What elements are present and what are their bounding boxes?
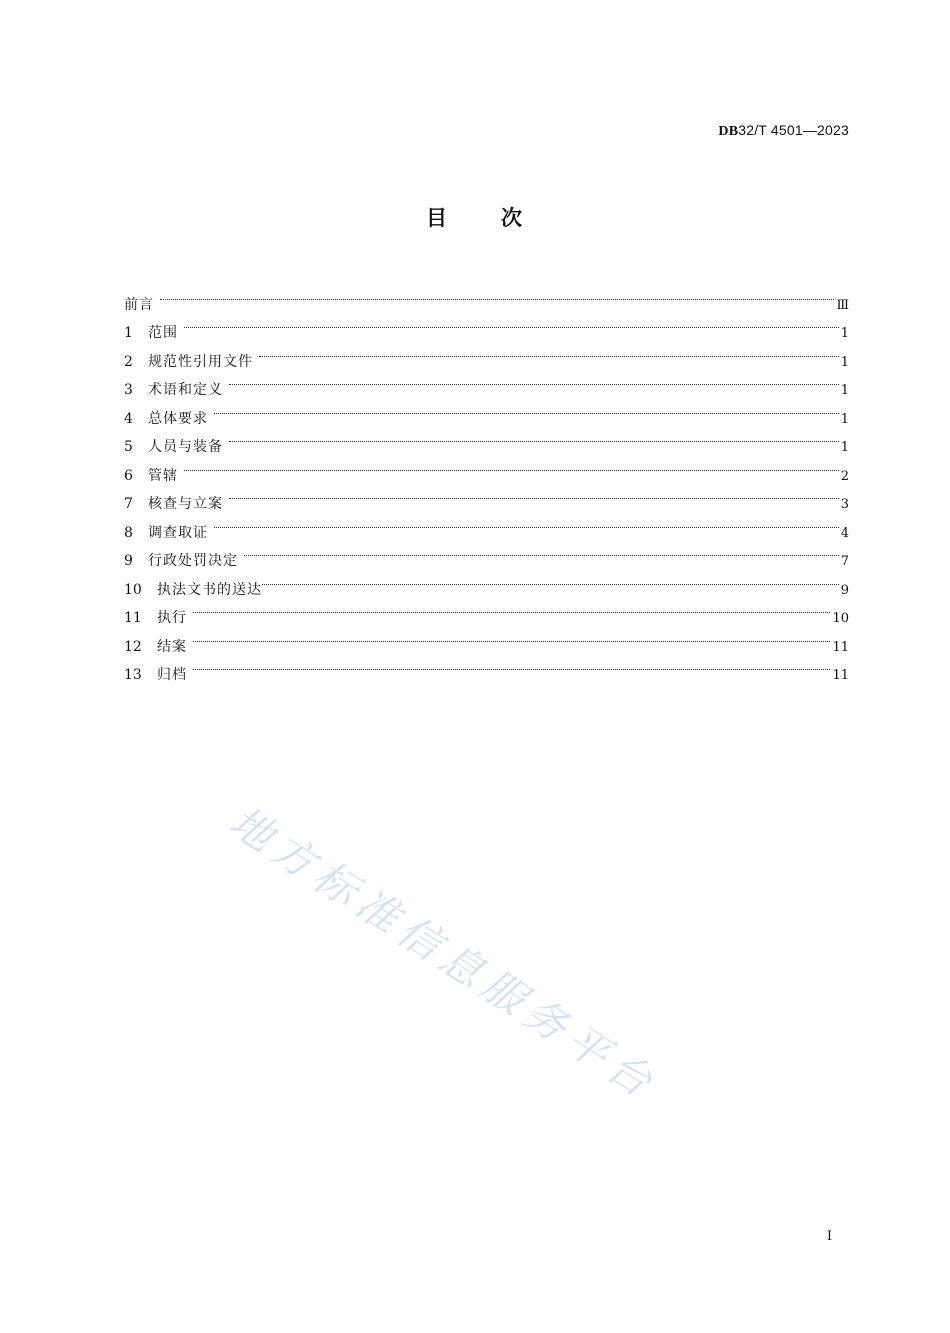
toc-entry-page: 11 bbox=[832, 639, 849, 655]
toc-entry-9[interactable] bbox=[124, 537, 849, 569]
page-number: I bbox=[826, 1229, 832, 1244]
toc-entry-4[interactable] bbox=[124, 394, 849, 427]
toc-entry-6[interactable] bbox=[124, 451, 849, 484]
toc-leader-dots bbox=[262, 565, 839, 594]
toc-entry-5[interactable] bbox=[124, 423, 849, 455]
toc-entry-label: 执法文书的送达 bbox=[157, 581, 262, 598]
toc-entry-preface[interactable] bbox=[124, 280, 849, 313]
toc-entry-number: 3 bbox=[124, 382, 133, 398]
toc-entry-8[interactable] bbox=[124, 508, 849, 541]
toc-entry-number: 10 bbox=[124, 581, 142, 598]
toc-leader-dots bbox=[193, 594, 830, 623]
watermark: 地方标准信息服务平台 bbox=[220, 796, 667, 1111]
toc-entry-7[interactable] bbox=[124, 480, 849, 512]
title-char-2: 次 bbox=[501, 206, 524, 230]
toc-entry-number: 11 bbox=[124, 610, 142, 626]
toc-entry-label: 执行 bbox=[157, 610, 187, 626]
toc-entry-label: 归档 bbox=[157, 667, 187, 683]
toc-entry-label: 范围 bbox=[148, 325, 178, 341]
toc-entry-11[interactable] bbox=[124, 594, 849, 626]
toc-entry-page: 9 bbox=[840, 582, 849, 598]
toc-entry-page: 1 bbox=[840, 383, 849, 398]
toc-entry-3[interactable] bbox=[124, 366, 849, 398]
toc-entry-label: 规范性引用文件 bbox=[148, 353, 253, 370]
toc-leader-dots bbox=[193, 651, 830, 680]
toc-entry-label: 行政处罚决定 bbox=[148, 553, 238, 569]
title-char-1: 目 bbox=[426, 206, 449, 230]
toc-leader-dots bbox=[214, 508, 839, 537]
toc-entry-page: 1 bbox=[840, 354, 849, 370]
toc-entry-13[interactable] bbox=[124, 651, 849, 683]
toc-entry-1[interactable] bbox=[124, 309, 849, 341]
toc-entry-label: 核查与立案 bbox=[148, 496, 223, 512]
toc-leader-dots bbox=[193, 622, 830, 651]
toc-entry-page: 1 bbox=[840, 411, 849, 427]
toc-entry-label: 管辖 bbox=[148, 467, 178, 484]
toc-entry-page: 4 bbox=[840, 525, 849, 541]
toc-entry-number: 1 bbox=[124, 325, 133, 341]
toc-leader-dots bbox=[184, 309, 839, 338]
toc-entry-number: 12 bbox=[124, 638, 142, 655]
toc-entry-page: 10 bbox=[832, 611, 849, 626]
toc-leader-dots bbox=[244, 537, 839, 566]
toc-entry-2[interactable] bbox=[124, 337, 849, 370]
table-of-contents bbox=[124, 280, 849, 683]
toc-leader-dots bbox=[214, 394, 839, 423]
toc-leader-dots bbox=[160, 280, 834, 309]
toc-entry-page: 1 bbox=[840, 326, 849, 341]
toc-entry-label: 结案 bbox=[157, 638, 187, 655]
document-code-number: 32/T 4501—2023 bbox=[738, 122, 849, 138]
toc-leader-dots bbox=[259, 337, 839, 366]
toc-entry-number: 7 bbox=[124, 496, 133, 512]
toc-entry-number: 8 bbox=[124, 524, 133, 541]
toc-entry-page: 7 bbox=[840, 554, 849, 569]
toc-entry-number: 2 bbox=[124, 353, 133, 370]
toc-entry-label: 前言 bbox=[124, 296, 154, 313]
toc-entry-label: 人员与装备 bbox=[148, 439, 223, 455]
toc-leader-dots bbox=[184, 451, 839, 480]
toc-entry-page: 3 bbox=[840, 497, 849, 512]
toc-leader-dots bbox=[229, 366, 839, 395]
toc-entry-page: Ⅲ bbox=[836, 297, 849, 313]
toc-entry-label: 调查取证 bbox=[148, 524, 208, 541]
toc-entry-label: 术语和定义 bbox=[148, 382, 223, 398]
toc-entry-page: 2 bbox=[840, 468, 849, 484]
toc-leader-dots bbox=[229, 423, 839, 452]
toc-entry-number: 6 bbox=[124, 467, 133, 484]
toc-entry-label: 总体要求 bbox=[148, 410, 208, 427]
toc-entry-number: 9 bbox=[124, 553, 133, 569]
toc-leader-dots bbox=[229, 480, 839, 509]
document-code-prefix: DB bbox=[718, 124, 739, 139]
toc-entry-page: 1 bbox=[840, 440, 849, 455]
toc-entry-number: 4 bbox=[124, 410, 133, 427]
toc-entry-12[interactable] bbox=[124, 622, 849, 655]
toc-entry-number: 13 bbox=[124, 667, 142, 683]
toc-entry-number: 5 bbox=[124, 439, 133, 455]
document-code bbox=[718, 122, 849, 140]
toc-entry-page: 11 bbox=[832, 668, 849, 683]
page-title bbox=[0, 202, 950, 232]
